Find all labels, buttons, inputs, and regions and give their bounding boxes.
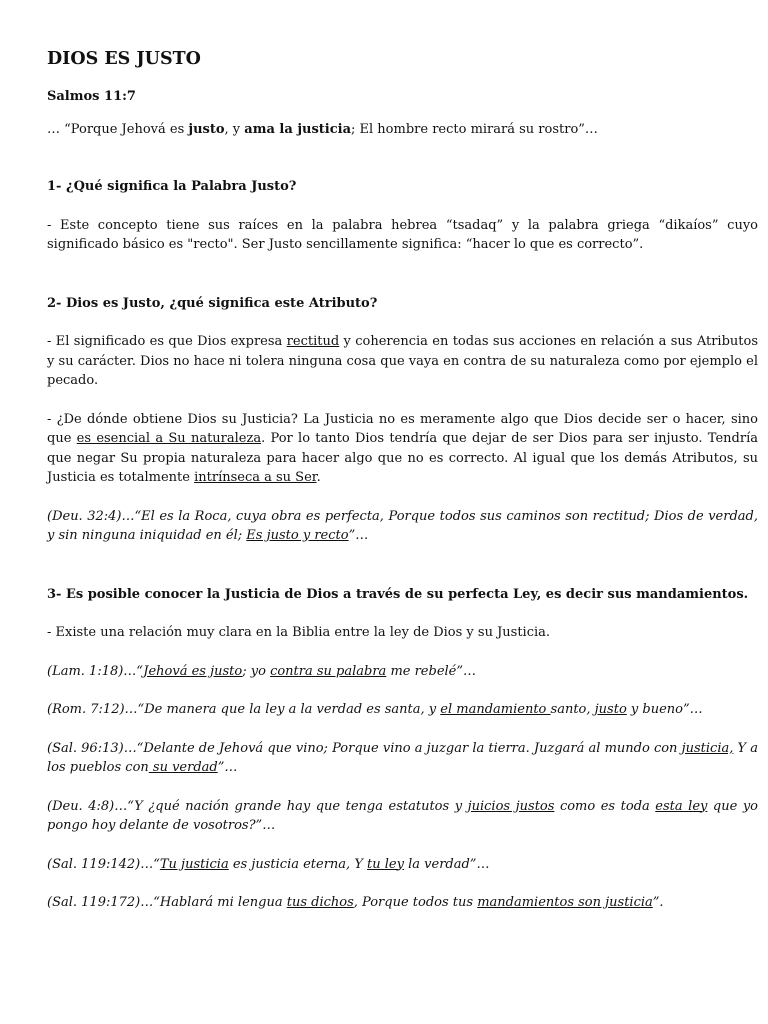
section-2-paragraph-2: - ¿De dónde obtiene Dios su Justicia? La Justicia no es meramente algo que Dios decide ser o hacer, sino que es esencial a Su naturaleza. Por lo tanto Dios tendría que dejar de ser Dios para ser injusto. Tendría que negar Su propia naturaleza para hacer algo que no es correcto. Al igual que los demás Atributos, su Justicia es totalmente intrínseca a su Ser. — [47, 411, 758, 485]
verse-text: , y — [224, 121, 245, 137]
verse-text: … “Porque Jehová es — [47, 121, 189, 137]
underlined-text: su verdad — [148, 760, 218, 775]
underlined-text: mandamientos son justicia — [477, 895, 653, 910]
opening-verse — [47, 120, 758, 140]
underlined-text: tu ley — [367, 856, 404, 872]
underlined-text: Jehová es justo — [143, 663, 243, 679]
page-title: DIOS ES JUSTO — [47, 49, 201, 69]
quote-sal-96: (Sal. 96:13)…“Delante de Jehová que vino; Porque vino a juzgar la tierra. Juzgará al mundo con justicia, Y a los pueblos con su verdad”… — [47, 740, 758, 775]
verse-text: ; El hombre recto mirará su rostro”… — [351, 121, 598, 137]
quote-rom: (Rom. 7:12)…“De manera que la ley a la verdad es santa, y el mandamiento santo, justo y bueno”… — [47, 702, 703, 717]
underlined-text: contra su palabra — [270, 663, 387, 679]
underlined-text: tus dichos — [286, 895, 354, 910]
section-2-quote: (Deu. 32:4)…“El es la Roca, cuya obra es perfecta, Porque todos sus caminos son rectitud; Dios de verdad, y sin ninguna iniquidad en él; Es justo y recto”… — [47, 508, 758, 543]
underlined-text: intrínseca a su Ser — [194, 470, 317, 485]
quote-lam: (Lam. 1:18)…“Jehová es justo; yo contra su palabra me rebelé”… — [47, 663, 477, 679]
verse-bold-justo: justo — [188, 121, 225, 137]
underlined-text: es esencial a Su naturaleza — [76, 431, 262, 446]
underlined-text: justo — [594, 702, 627, 717]
section-1-paragraph: - Este concepto tiene sus raíces en la palabra hebrea “tsadaq” y la palabra griega “dikaíos” cuyo significado básico es "recto". Ser Justo sencillamente significa: “hacer lo que es correcto”. — [47, 217, 758, 252]
verse-bold-ama-la-justicia: ama la justicia — [244, 121, 352, 137]
underlined-text: juicios justos — [467, 798, 555, 814]
quote-sal-119-172: (Sal. 119:172)…“Hablará mi lengua tus dichos, Porque todos tus mandamientos son justicia”. — [47, 895, 664, 910]
section-1-heading: 1- ¿Qué significa la Palabra Justo? — [47, 179, 297, 194]
section-2-paragraph-1: - El significado es que Dios expresa rectitud y coherencia en todas sus acciones en relación a sus Atributos y su carácter. Dios no hace ni tolera ninguna cosa que vaya en contra de su naturaleza como por ejemplo el pecado. — [47, 334, 758, 388]
underlined-text: el mandamiento — [440, 702, 551, 717]
underlined-text: Es justo y recto — [246, 528, 349, 543]
underlined-text: justicia, — [681, 740, 734, 756]
underlined-text: esta ley — [655, 798, 708, 814]
underlined-text: rectitud — [286, 334, 340, 349]
scripture-reference: Salmos 11:7 — [47, 89, 136, 104]
quote-deu-4: (Deu. 4:8)…“Y ¿qué nación grande hay que tenga estatutos y juicios justos como es toda esta ley que yo pongo hoy delante de vosotros?”… — [47, 798, 758, 833]
section-3-paragraph: - Existe una relación muy clara en la Biblia entre la ley de Dios y su Justicia. — [47, 625, 551, 640]
quote-sal-119-142: (Sal. 119:142)…“Tu justicia es justicia eterna, Y tu ley la verdad”… — [47, 856, 490, 872]
underlined-text: Tu justicia — [159, 856, 229, 872]
section-3-heading: 3- Es posible conocer la Justicia de Dios a través de su perfecta Ley, es decir sus mandamientos. — [47, 586, 749, 602]
section-2-heading: 2- Dios es Justo, ¿qué significa este Atributo? — [47, 295, 378, 311]
